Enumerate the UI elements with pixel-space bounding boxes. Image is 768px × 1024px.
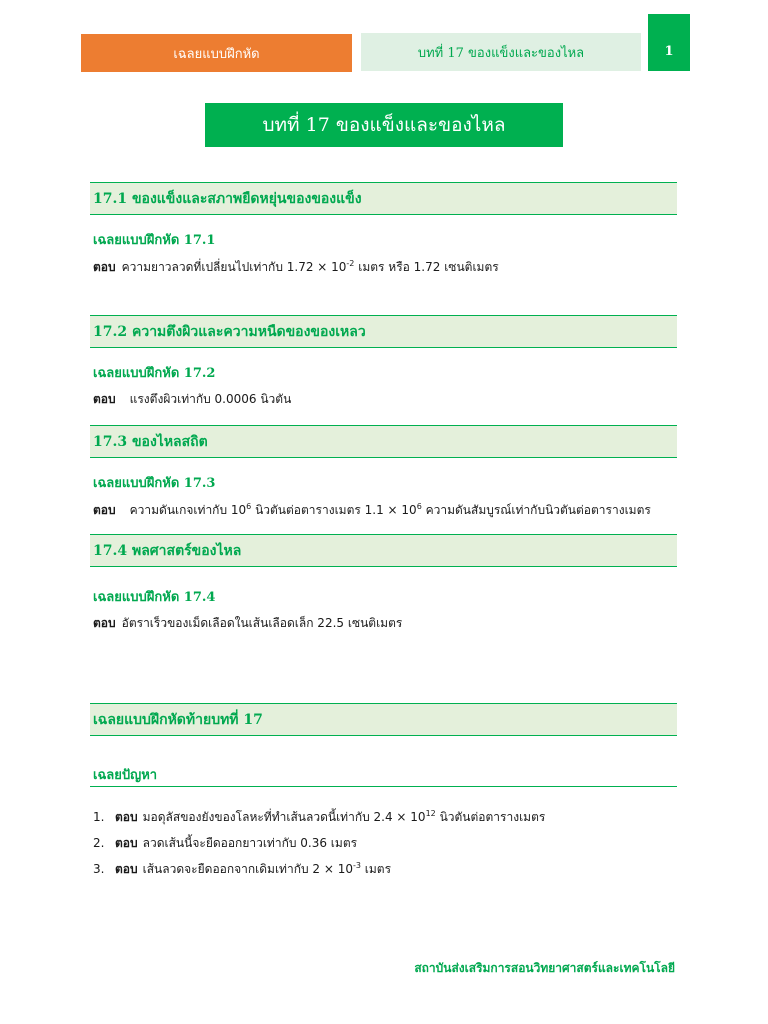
answer-text: ลวดเส้นนี้จะยืดออกยาวเท่ากับ 0.36 เมตร: [142, 836, 358, 850]
header-section-label: [81, 34, 352, 72]
header-chapter-label: [361, 33, 641, 71]
answer-label: ตอบ: [93, 260, 116, 274]
answer-17-3: [93, 501, 651, 520]
answer-label: ตอบ: [93, 392, 116, 406]
page-number-tab: [648, 14, 690, 71]
list-number: 2.: [93, 836, 105, 850]
section-title: เฉลยแบบฝึกหัดท้ายบทที่ 17: [93, 711, 263, 728]
footer-institution: สถาบันส่งเสริมการสอนวิทยาศาสตร์และเทคโนโลยี: [414, 961, 675, 975]
answer-exponent: -2: [346, 259, 355, 268]
answer-text: ความดันสัมบูรณ์เท่ากับนิวตันต่อตารางเมตร: [421, 503, 651, 517]
answer-label: ตอบ: [115, 836, 138, 850]
answer-exponent: 6: [416, 502, 422, 511]
section-title: 17.3 ของไหลสถิต: [93, 433, 208, 450]
answer-17-1: [93, 258, 499, 277]
list-item: [93, 860, 391, 879]
answer-exponent: 6: [246, 502, 252, 511]
answer-label: ตอบ: [93, 503, 116, 517]
answer-text: อัตราเร็วของเม็ดเลือดในเส้นเลือดเล็ก 22.5 เซนติเมตร: [121, 616, 403, 630]
answer-text: เมตร หรือ 1.72 เซนติเมตร: [354, 260, 499, 274]
exercise-heading-17-3: เฉลยแบบฝึกหัด 17.3: [93, 476, 216, 491]
subheading-divider: [90, 786, 677, 787]
list-number: 3.: [93, 862, 105, 876]
answer-exponent: -3: [353, 861, 361, 870]
answer-text: นิวตันต่อตารางเมตร: [435, 810, 546, 824]
answer-text: นิวตันต่อตารางเมตร 1.1 × 10: [251, 503, 417, 517]
section-heading-17-3: [90, 425, 677, 458]
section-heading-17-1: [90, 182, 677, 215]
answer-text: แรงตึงผิวเท่ากับ 0.0006 นิวตัน: [129, 392, 292, 406]
exercise-heading-17-4: เฉลยแบบฝึกหัด 17.4: [93, 590, 216, 605]
chapter-title-text: บทที่ 17 ของแข็งและของไหล: [262, 114, 506, 136]
list-number: 1.: [93, 810, 105, 824]
page-number: 1: [664, 44, 674, 59]
list-item: [93, 808, 545, 827]
problems-subheading: เฉลยปัญหา: [93, 768, 158, 783]
list-item: [93, 834, 357, 853]
exercise-heading-17-2: เฉลยแบบฝึกหัด 17.2: [93, 366, 216, 381]
section-title: 17.1 ของแข็งและสภาพยืดหยุ่นของของแข็ง: [93, 190, 362, 207]
answer-text: ความยาวลวดที่เปลี่ยนไปเท่ากับ 1.72 × 10: [121, 260, 347, 274]
answer-text: เส้นลวดจะยืดออกจากเดิมเท่ากับ 2 × 10: [142, 862, 353, 876]
header-left-text: เฉลยแบบฝึกหัด: [173, 46, 260, 62]
section-title: 17.2 ความตึงผิวและความหนืดของของเหลว: [93, 323, 366, 340]
section-heading-17-2: [90, 315, 677, 348]
answer-label: ตอบ: [115, 862, 138, 876]
answer-text: มอดุลัสของยังของโลหะที่ทำเส้นลวดนี้เท่ากับ 2.4 × 10: [142, 810, 426, 824]
section-title: 17.4 พลศาสตร์ของไหล: [93, 542, 242, 559]
section-heading-17-4: [90, 534, 677, 567]
answer-label: ตอบ: [115, 810, 138, 824]
answer-label: ตอบ: [93, 616, 116, 630]
section-heading-end-of-chapter: [90, 703, 677, 736]
answer-text: ความดันเกจเท่ากับ 10: [129, 503, 247, 517]
chapter-title: [205, 103, 563, 147]
header-chapter-text: บทที่ 17 ของแข็งและของไหล: [417, 45, 585, 61]
answer-exponent: 12: [425, 809, 436, 818]
answer-17-4: [93, 614, 402, 633]
answer-text: เมตร: [360, 862, 392, 876]
answer-17-2: [93, 390, 291, 409]
exercise-heading-17-1: เฉลยแบบฝึกหัด 17.1: [93, 233, 216, 248]
